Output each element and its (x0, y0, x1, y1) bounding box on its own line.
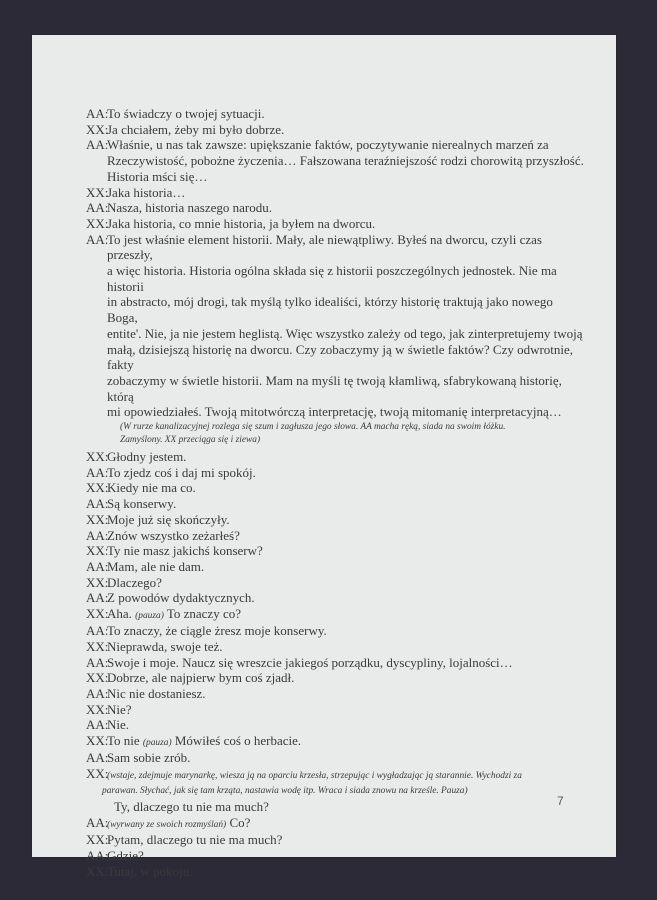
dialogue-line (86, 766, 586, 815)
dialogue-line (86, 106, 586, 122)
stage-direction-inline: (pauza) (135, 611, 164, 622)
dialogue-text: entite'. Nie, ja nie jestem heglistą. Więc wszystko zależy od tego, jak zinterpretujemy twoją (107, 325, 583, 341)
dialogue-text: Jaka historia… (107, 184, 186, 200)
speaker-label: XX: (86, 449, 109, 465)
dialogue-text: a więc historia. Historia ogólna składa się z historii poszczególnych jednostek. Nie ma historii (107, 263, 557, 294)
speaker-label: AA: (86, 685, 109, 701)
dialogue-line (86, 185, 586, 201)
dialogue-line (86, 686, 586, 702)
speaker-label: AA: (86, 496, 109, 512)
stage-direction-text: (wstaje, zdejmuje marynarkę, wiesza ją na oparciu krzesła, strzepując i wygładzając ją starannie. Wychodzi za (107, 770, 522, 781)
speaker-label: AA: (86, 464, 109, 480)
dialogue-line (86, 623, 586, 639)
speaker-label: XX: (86, 215, 109, 231)
speaker-label: AA: (86, 750, 109, 766)
dialogue-text: Gdzie? (107, 847, 144, 863)
script-body (86, 106, 586, 879)
stage-direction-inline: (wyrwany ze swoich rozmyślań) (107, 820, 227, 831)
speaker-label: XX: (86, 863, 109, 879)
dialogue-line (86, 559, 586, 575)
dialogue-line (86, 702, 586, 718)
stage-direction-inline: (pauza) (142, 738, 172, 749)
dialogue-text: Mówiłeś coś o herbacie. (174, 733, 302, 749)
dialogue-text: Z powodów dydaktycznych. (107, 590, 255, 606)
dialogue-text: Dlaczego? (107, 574, 162, 590)
speaker-label: XX: (86, 638, 109, 654)
dialogue-text: Są konserwy. (107, 496, 177, 512)
dialogue-line (86, 717, 586, 733)
speaker-label: XX: (86, 543, 109, 559)
dialogue-text: Tutaj, w pokoju. (107, 863, 193, 879)
dialogue-text: Ja chciałem, żeby mi było dobrze. (107, 121, 285, 137)
dialogue-line (86, 606, 586, 623)
dialogue-text: Właśnie, u nas tak zawsze: upiększanie faktów, poczytywanie nierealnych marzeń za (107, 137, 549, 153)
dialogue-line (86, 864, 586, 880)
speaker-label: AA: (86, 654, 109, 670)
dialogue-text: Dobrze, ale najpierw bym coś zjadł. (107, 670, 295, 686)
dialogue-text: Historia mści się… (107, 168, 208, 184)
dialogue-line (86, 137, 586, 184)
dialogue-text: Aha. (107, 606, 132, 622)
speaker-label: XX: (86, 121, 109, 137)
dialogue-line (86, 575, 586, 591)
stage-direction-text: Zamyślony. XX przeciąga się i ziewa) (120, 435, 261, 446)
dialogue-line (86, 733, 586, 750)
dialogue-text: Ty, dlaczego tu nie ma much? (114, 799, 269, 815)
dialogue-line (86, 122, 586, 138)
dialogue-text: Kiedy nie ma co. (107, 480, 196, 496)
speaker-label: XX: (86, 701, 109, 717)
dialogue-line (86, 216, 586, 232)
speaker-label: XX: (86, 832, 109, 848)
dialogue-line (86, 465, 586, 481)
dialogue-line (86, 449, 586, 465)
dialogue-line (86, 815, 586, 832)
speaker-label: XX: (86, 511, 109, 527)
dialogue-text: Znów wszystko zeżarłeś? (107, 527, 240, 543)
dialogue-line (86, 670, 586, 686)
page-number: 7 (557, 794, 564, 808)
speaker-label: AA: (86, 590, 109, 606)
dialogue-text: Jaka historia, co mnie historia, ja byłem na dworcu. (107, 215, 376, 231)
dialogue-text: małą, dzisiejszą historię na dworcu. Czy zobaczymy ją w świetle faktów? Czy odwrotnie, fakty (107, 341, 574, 373)
speaker-label: XX: (86, 733, 109, 749)
dialogue-line (86, 848, 586, 864)
dialogue-text: Nieprawda, swoje też. (107, 638, 223, 654)
dialogue-text: zobaczymy w świetle historii. Mam na myśli tę twoją kłamliwą, sfabrykowaną historię, którą (107, 372, 562, 404)
speaker-label: XX: (86, 765, 109, 781)
stage-direction (86, 421, 586, 447)
speaker-label: AA: (86, 200, 109, 216)
dialogue-text: Pytam, dlaczego tu nie ma much? (107, 832, 283, 848)
stage-direction-text: parawan. Słychać, jak się tam krząta, nastawia wodę itp. Wraca i siada znowu na krześle. Pauza) (102, 786, 468, 797)
dialogue-text: To znaczy, że ciągle żresz moje konserwy. (107, 623, 327, 639)
dialogue-text: Nie. (107, 717, 130, 733)
speaker-label: AA: (86, 231, 109, 247)
dialogue-line (86, 639, 586, 655)
dialogue-line (86, 832, 586, 848)
dialogue-line (86, 232, 586, 420)
speaker-label: AA: (86, 815, 109, 831)
speaker-label: XX: (86, 480, 109, 496)
dialogue-text: To nie (107, 733, 140, 749)
speaker-label: AA: (86, 847, 109, 863)
dialogue-text: To świadczy o twojej sytuacji. (107, 106, 265, 121)
dialogue-line (86, 496, 586, 512)
speaker-label: AA: (86, 717, 109, 733)
dialogue-text: Moje już się skończyły. (107, 511, 230, 527)
dialogue-text: Sam sobie zrób. (107, 750, 191, 766)
dialogue-text: To zjedz coś i daj mi spokój. (107, 464, 256, 480)
dialogue-text: Głodny jestem. (107, 449, 187, 465)
dialogue-text: mi opowiedziałeś. Twoją mitotwórczą interpretację, twoją mitomanię interpretacyjną… (107, 404, 562, 420)
dialogue-line (86, 528, 586, 544)
speaker-label: XX: (86, 574, 109, 590)
dialogue-line (86, 590, 586, 606)
dialogue-line (86, 480, 586, 496)
dialogue-line (86, 512, 586, 528)
dialogue-text: Swoje i moje. Naucz się wreszcie jakiegoś porządku, dyscypliny, lojalności… (107, 654, 513, 670)
stage-direction-text: (W rurze kanalizacyjnej rozlega się szum i zagłusza jego słowa. AA macha ręką, siada na swoim łóżku. (120, 422, 506, 433)
speaker-label: AA: (86, 558, 109, 574)
dialogue-text: Co? (229, 815, 251, 831)
speaker-label: AA: (86, 137, 109, 153)
speaker-label: XX: (86, 670, 109, 686)
dialogue-line (86, 750, 586, 766)
dialogue-text: in abstracto, mój drogi, tak myślą tylko idealiści, którzy historię traktują jako nowego Boga, (107, 294, 553, 326)
dialogue-text: Nasza, historia naszego narodu. (107, 200, 272, 216)
dialogue-text: Nie? (107, 701, 132, 717)
speaker-label: AA: (86, 527, 109, 543)
dialogue-text: Mam, ale nie dam. (107, 558, 205, 574)
dialogue-line (86, 543, 586, 559)
document-page (32, 35, 616, 879)
speaker-label: XX: (86, 184, 109, 200)
dialogue-line (86, 200, 586, 216)
dialogue-text: To jest właśnie element historii. Mały, ale niewątpliwy. Byłeś na dworcu, czyli czas przeszły, (107, 231, 542, 263)
dialogue-text: Rzeczywistość, pobożne życzenia… Fałszowana teraźniejszość rodzi chorowitą przyszłość. (107, 153, 584, 169)
speaker-label: AA: (86, 106, 109, 121)
speaker-label: XX: (86, 606, 109, 622)
dialogue-text: Ty nie masz jakichś konserw? (107, 543, 263, 559)
dialogue-text: Nic nie dostaniesz. (107, 685, 206, 701)
speaker-label: AA: (86, 623, 109, 639)
dialogue-line (86, 655, 586, 671)
dialogue-text: To znaczy co? (166, 606, 241, 622)
